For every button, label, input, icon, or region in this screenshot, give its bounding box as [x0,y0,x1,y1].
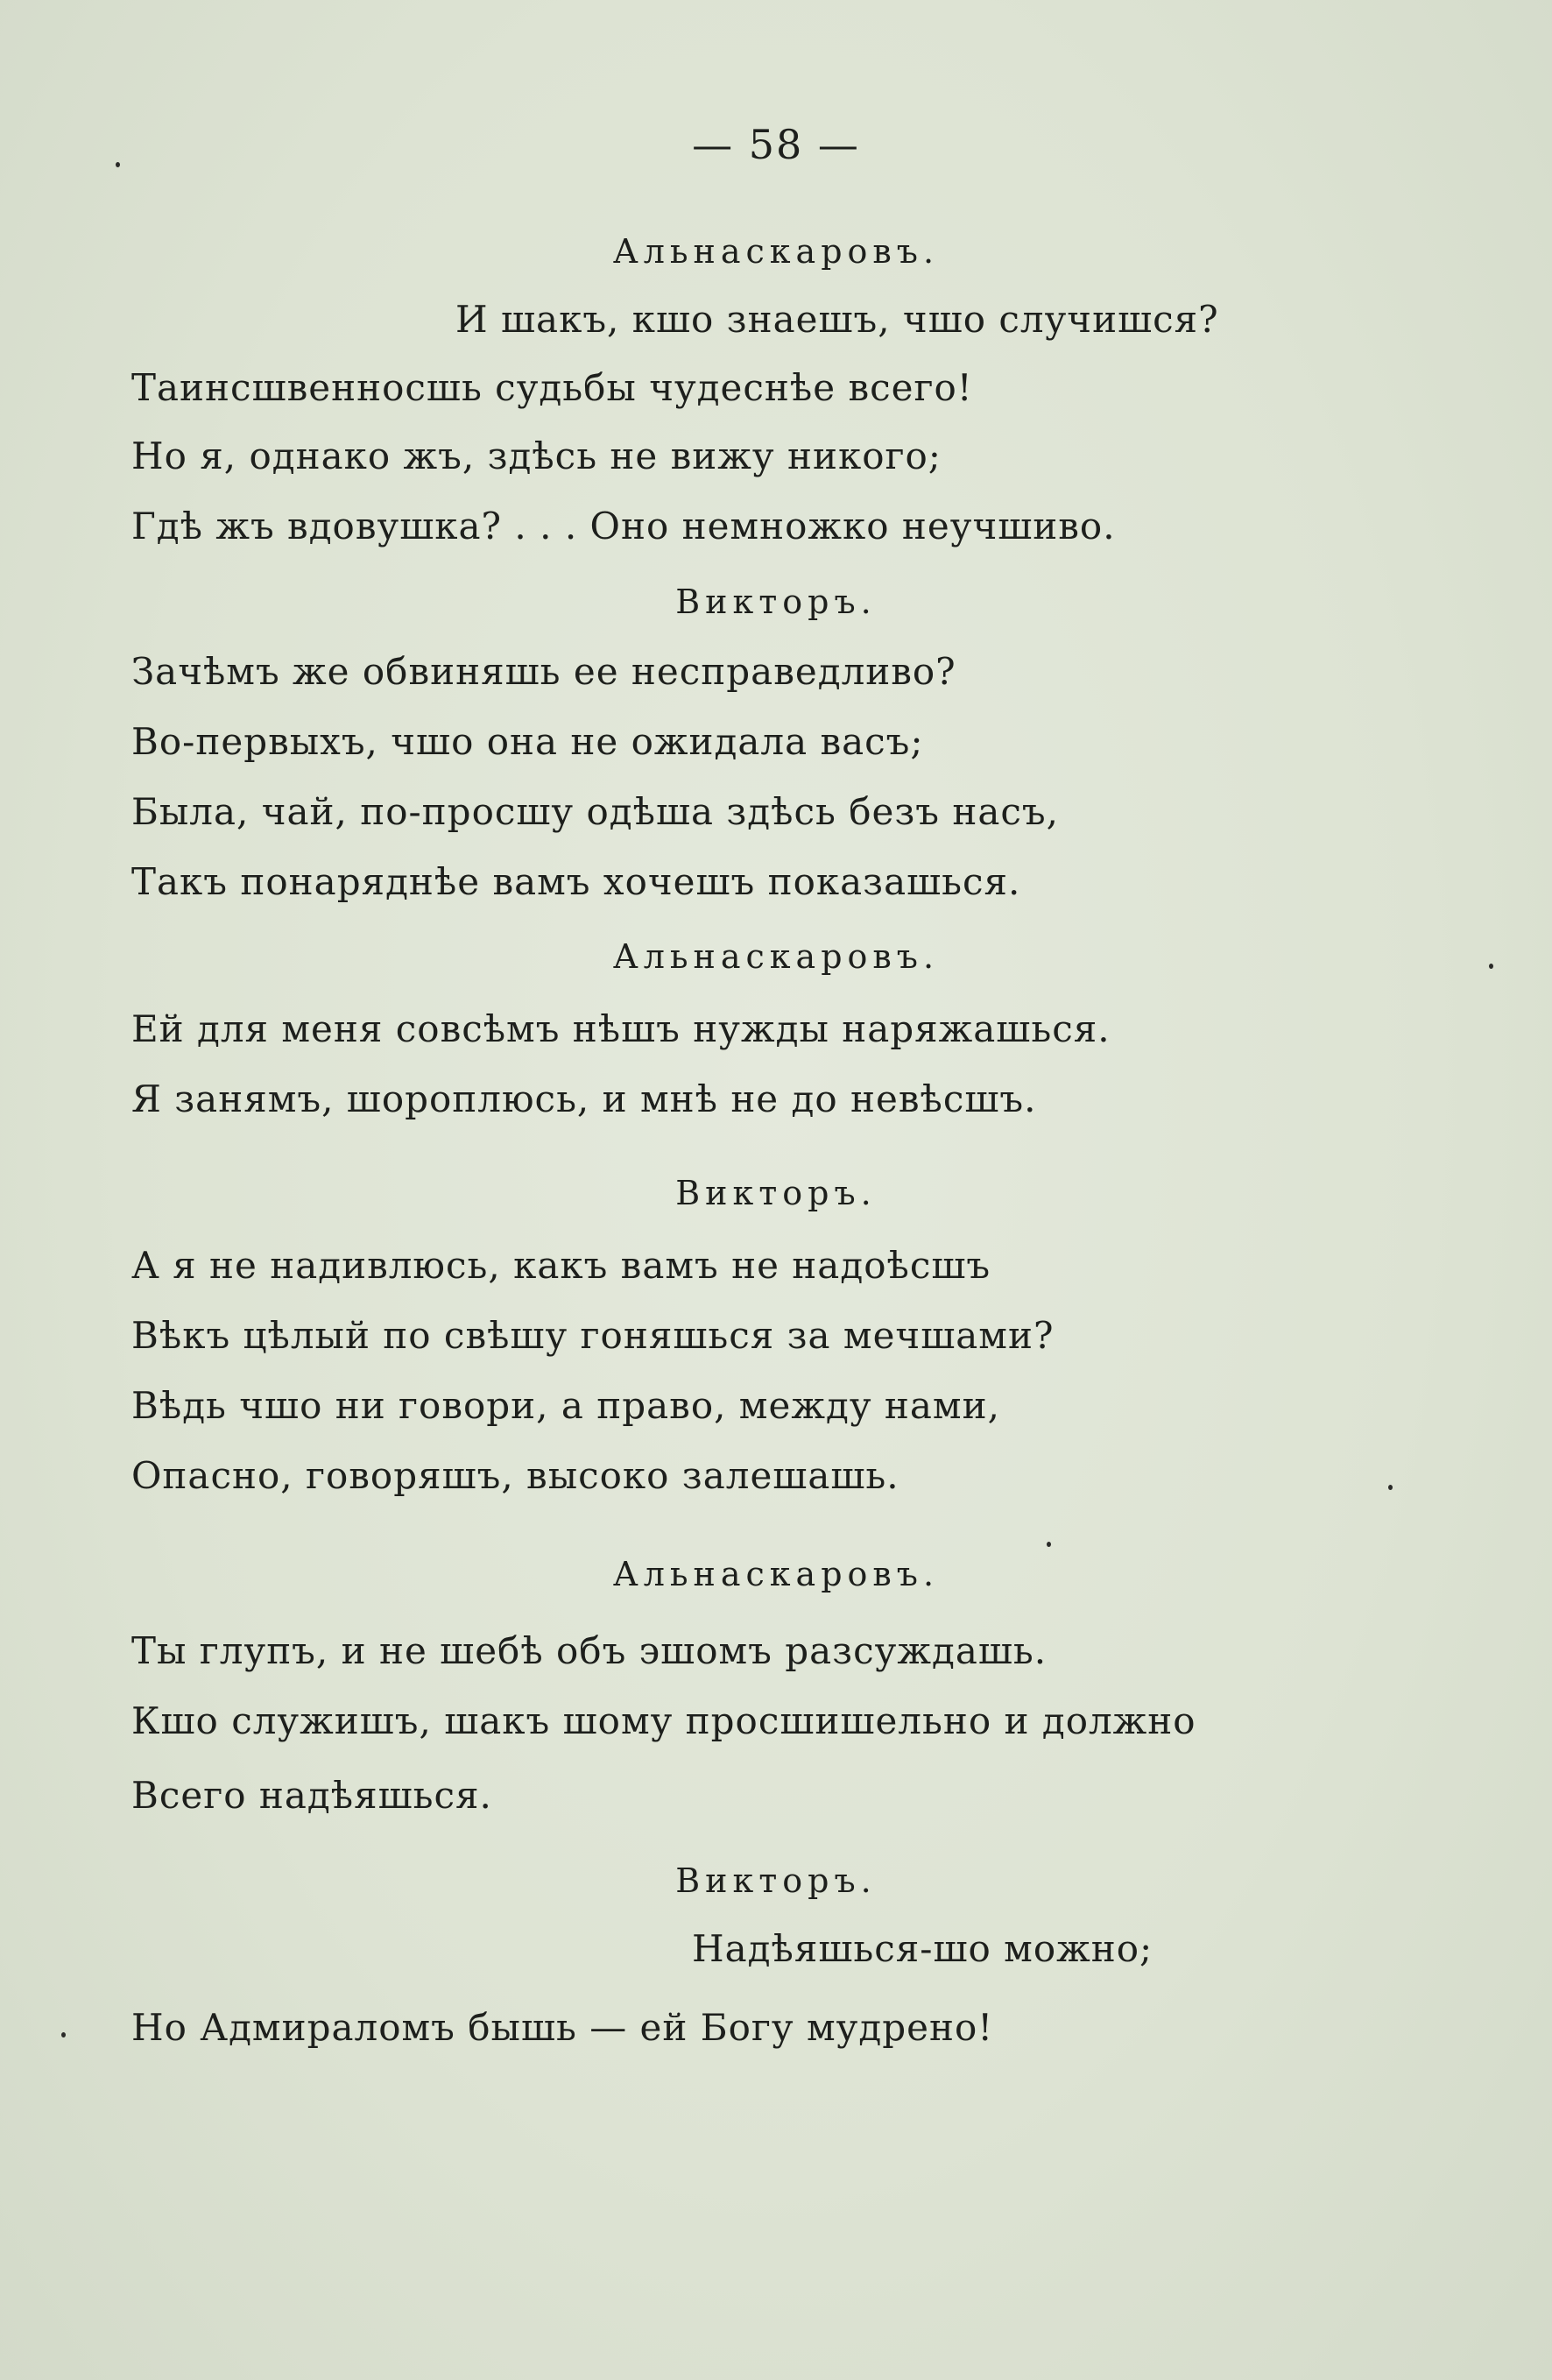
verse-line: Во-первыхъ, чшо она не ожидала васъ; [131,720,924,763]
verse-line: Всего надѣяшься. [131,1774,492,1817]
ink-speck [1388,1485,1393,1490]
verse-line: Такъ понаряднѣе вамъ хочешъ показашься. [131,860,1021,903]
speaker-name: Альнаскаровъ. [612,1555,940,1593]
speaker-name: Альнаскаровъ. [612,232,940,271]
verse-line: Я занямъ, шороплюсь, и мнѣ не до невѣсшъ. [131,1077,1037,1120]
page-number: — 58 — [692,121,860,168]
verse-line: И шакъ, кшо знаешъ, чшо случишся? [455,298,1219,341]
verse-line: Ты глупъ, и не шебѣ объ эшомъ разсуждашь. [131,1629,1048,1672]
verse-line: Вѣкъ цѣлый по свѣшу гоняшься за мечшами? [131,1314,1055,1357]
speaker-name: Викторъ. [675,1174,877,1212]
verse-line: Кшо служишъ, шакъ шому просшишельно и должно [131,1699,1196,1742]
speaker-name: Викторъ. [675,583,877,621]
ink-speck [1047,1542,1051,1547]
verse-line: Но Адмираломъ бышь — ей Богу мудрено! [131,2006,994,2049]
verse-line: Но я, однако жъ, здѣсь не вижу никого; [131,434,942,477]
verse-line: А я не надивлюсь, какъ вамъ не надоѣсшъ [131,1244,991,1287]
verse-line: Ей для меня совсѣмъ нѣшъ нужды наряжашься. [131,1007,1111,1050]
ink-speck [1489,964,1493,969]
verse-line: Опасно, говоряшъ, высоко залешашь. [131,1454,899,1497]
verse-line: Таинсшвенносшь судьбы чудеснѣе всего! [131,366,973,409]
ink-speck [116,162,120,167]
speaker-name: Викторъ. [675,1861,877,1900]
verse-line: Надѣяшься-шо можно; [692,1927,1153,1970]
speaker-name: Альнаскаровъ. [612,937,940,976]
ink-speck [61,2032,66,2037]
verse-line: Зачѣмъ же обвиняшь ее несправедливо? [131,650,956,693]
verse-line: Была, чай, по-просшу одѣша здѣсь безъ насъ, [131,790,1059,833]
verse-line: Вѣдь чшо ни говори, а право, между нами, [131,1384,1000,1427]
verse-line: Гдѣ жъ вдовушка? . . . Оно немножко неучшиво. [131,505,1116,547]
